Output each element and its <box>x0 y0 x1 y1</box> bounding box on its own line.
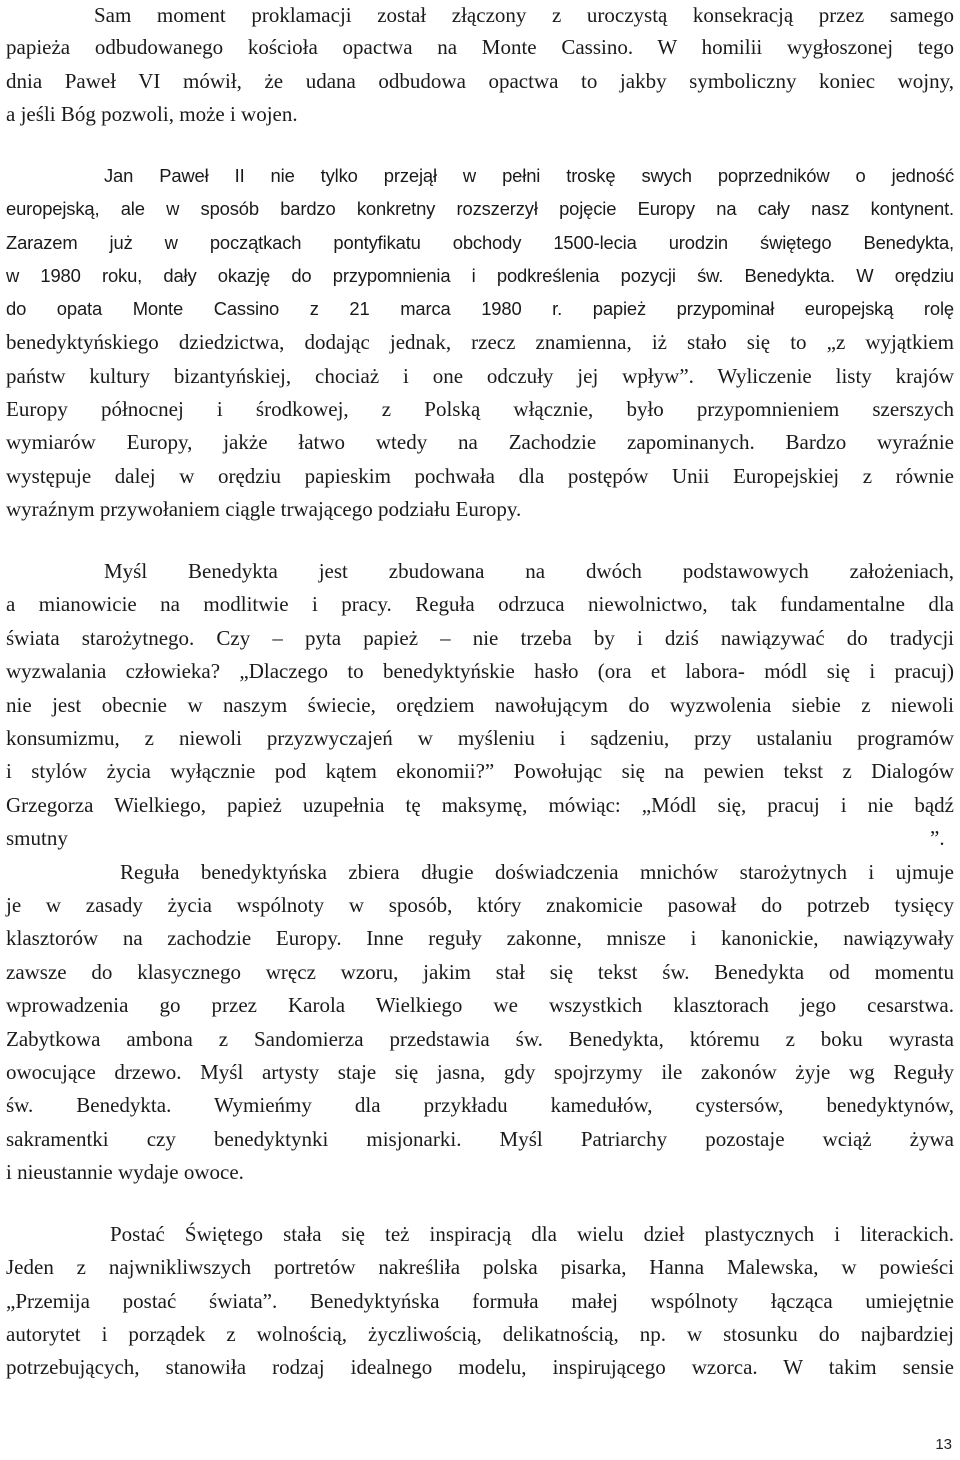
text-line: a jeśli Bóg pozwoli, może i wojen. <box>6 102 298 126</box>
text-line: do opata Monte Cassino z 21 marca 1980 r. papież przypominał europejską rolę <box>6 298 954 319</box>
text-line: potrzebujących, stanowiła rodzaj idealnego modelu, inspirującego wzorca. W takim sensie <box>6 1355 954 1379</box>
text-line: nie jest obecnie w naszym świecie, orędziem nawołującym do wyzwolenia siebie z niewoli <box>6 693 954 717</box>
text-line: wyraźnym przywołaniem ciągle trwającego podziału Europy. <box>6 497 522 521</box>
text-line: sakramentki czy benedyktynki misjonarki. Myśl Patriarchy pozostaje wciąż żywa <box>6 1127 954 1151</box>
text-line: św. Benedykta. Wymieńmy dla przykładu kamedułów, cystersów, benedyktynów, <box>6 1093 954 1117</box>
text-line: Zarazem już w początkach pontyfikatu obchody 1500-lecia urodzin świętego Benedykta, <box>6 232 954 253</box>
text-line: Zabytkowa ambona z Sandomierza przedstawia św. Benedykta, któremu z boku wyrasta <box>6 1027 954 1051</box>
text-line: Europy północnej i środkowej, z Polską włącznie, było przypomnieniem szerszych <box>6 397 954 421</box>
text-line: konsumizmu, z niewoli przyzwyczajeń w myśleniu i sądzeniu, przy ustalaniu programów <box>6 726 954 750</box>
text-line: Jan Paweł II nie tylko przejął w pełni troskę swych poprzedników o jedność <box>104 165 954 186</box>
text-line: Myśl Benedykta jest zbudowana na dwóch podstawowych założeniach, <box>104 559 954 583</box>
text-line: europejską, ale w sposób bardzo konkretny rozszerzył pojęcie Europy na cały nasz kontynent. <box>6 198 954 219</box>
text-line: zawsze do klasycznego wręcz wzoru, jakim stał się tekst św. Benedykta od momentu <box>6 960 954 984</box>
text-line: i stylów życia wyłącznie pod kątem ekonomii?” Powołując się na pewien tekst z Dialogów <box>6 759 954 783</box>
text-line: państw kultury bizantyńskiej, chociaż i one odczuły jej wpływ”. Wyliczenie listy krajów <box>6 364 954 388</box>
text-line: a mianowicie na modlitwie i pracy. Reguła odrzuca niewolnictwo, tak fundamentalne dla <box>6 592 954 616</box>
text-line: autorytet i porządek z wolnością, życzliwością, delikatnością, np. w stosunku do najbardziej <box>6 1322 954 1346</box>
text-line: Jeden z najwnikliwszych portretów nakreśliła polska pisarka, Hanna Malewska, w powieści <box>6 1255 954 1279</box>
text-line: papieża odbudowanego kościoła opactwa na Monte Cassino. W homilii wygłoszonej tego <box>6 35 954 59</box>
text-line: smutny <box>6 826 68 850</box>
text-line: w 1980 roku, dały okazję do przypomnienia i podkreślenia pozycji św. Benedykta. W orędziu <box>6 265 954 286</box>
text-line: świata starożytnego. Czy – pyta papież – nie trzeba by i dziś nawiązywać do tradycji <box>6 626 954 650</box>
text-line: ”. <box>930 826 945 850</box>
text-line: Postać Świętego stała się też inspiracją dla wielu dzieł plastycznych i literackich. <box>110 1222 954 1246</box>
text-line: wyzwalania człowieka? „Dlaczego to benedyktyńskie hasło (ora et labora- módl się i pracuj) <box>6 659 954 683</box>
text-line: wprowadzenia go przez Karola Wielkiego we wszystkich klasztorach jego cesarstwa. <box>6 993 954 1017</box>
page-number: 13 <box>935 1436 952 1453</box>
text-line: Reguła benedyktyńska zbiera długie doświadczenia mnichów starożytnych i ujmuje <box>120 860 954 884</box>
text-line: występuje dalej w orędziu papieskim pochwała dla postępów Unii Europejskiej z równie <box>6 464 954 488</box>
text-line: Grzegorza Wielkiego, papież uzupełnia tę maksymę, mówiąc: „Módl się, pracuj i nie bądź <box>6 793 954 817</box>
text-line: „Przemija postać świata”. Benedyktyńska formuła małej wspólnoty łącząca umiejętnie <box>6 1289 954 1313</box>
text-line: klasztorów na zachodzie Europy. Inne reguły zakonne, mnisze i kanonickie, nawiązywały <box>6 926 954 950</box>
text-line: owocujące drzewo. Myśl artysty staje się jasna, gdy spojrzymy ile zakonów żyje wg Reguły <box>6 1060 954 1084</box>
text-line: i nieustannie wydaje owoce. <box>6 1160 244 1184</box>
text-line: wymiarów Europy, jakże łatwo wtedy na Zachodzie zapominanych. Bardzo wyraźnie <box>6 430 954 454</box>
text-line: dnia Paweł VI mówił, że udana odbudowa opactwa to jakby symboliczny koniec wojny, <box>6 69 954 93</box>
text-line: benedyktyńskiego dziedzictwa, dodając jednak, rzecz znamienna, iż stało się to „z wyjątkiem <box>6 330 954 354</box>
text-line: je w zasady życia wspólnoty w sposób, który znakomicie pasował do potrzeb tysięcy <box>6 893 954 917</box>
text-line: Sam moment proklamacji został złączony z uroczystą konsekracją przez samego <box>94 3 954 27</box>
